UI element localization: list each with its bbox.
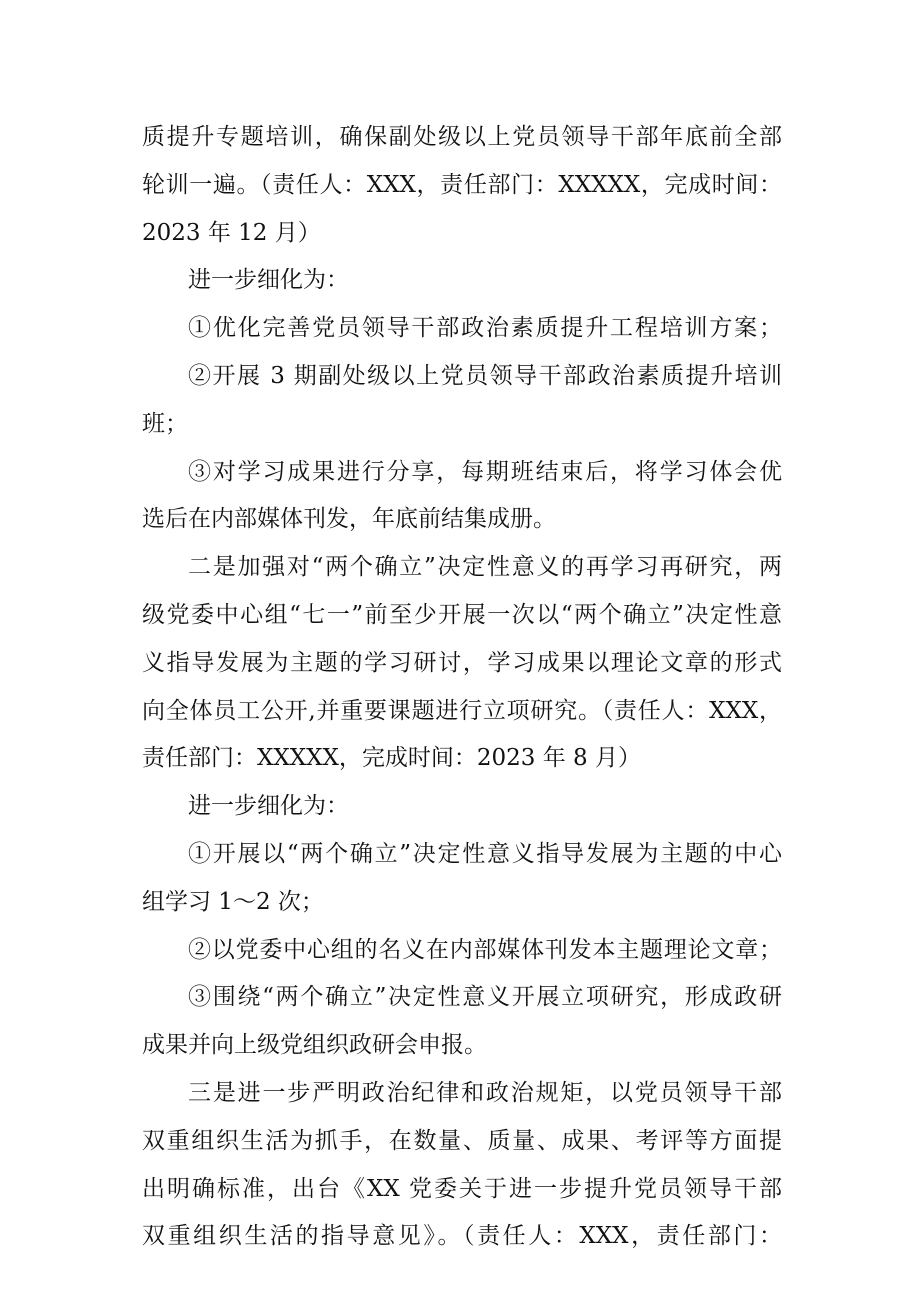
text-line: 进一步细化为： (188, 793, 349, 820)
text-line: 级党委中心组“七一”前至少开展一次以“两个确立”决定性意 (142, 601, 782, 628)
text-line: ③围绕“两个确立”决定性意义开展立项研究，形成政研 (188, 984, 782, 1011)
text-line: 向全体员工公开,并重要课题进行立项研究。（责任人：XXX， (142, 697, 782, 724)
text-line: 二是加强对“两个确立”决定性意义的再学习再研究，两 (188, 554, 782, 581)
text-line: 责任部门：XXXXX，完成时间：2023 年 8 月） (142, 745, 641, 772)
text-line: ③对学习成果进行分享，每期班结束后，将学习体会优 (188, 458, 782, 485)
text-line: 三是进一步严明政治纪律和政治规矩，以党员领导干部 (188, 1079, 782, 1106)
text-line: 出明确标准，出台《XX 党委关于进一步提升党员领导干部 (142, 1175, 782, 1202)
text-line: 双重组织生活的指导意见》。（责任人：XXX，责任部门： (142, 1223, 782, 1250)
text-line: ①优化完善党员领导干部政治素质提升工程培训方案； (188, 315, 782, 342)
text-line: 2023 年 12 月） (142, 219, 321, 246)
text-line: 轮训一遍。（责任人：XXX，责任部门：XXXXX，完成时间： (142, 171, 782, 198)
text-line: 义指导发展为主题的学习研讨，学习成果以理论文章的形式 (142, 649, 782, 676)
text-line: 选后在内部媒体刊发，年底前结集成册。 (142, 506, 556, 533)
text-line: ②开展 3 期副处级以上党员领导干部政治素质提升培训 (188, 362, 782, 389)
text-line: 双重组织生活为抓手，在数量、质量、成果、考评等方面提 (142, 1127, 782, 1154)
text-line: 质提升专题培训，确保副处级以上党员领导干部年底前全部 (142, 124, 782, 150)
text-line: ①开展以“两个确立”决定性意义指导发展为主题的中心 (188, 840, 782, 867)
text-line: 组学习 1～2 次； (142, 888, 324, 915)
text-line: 进一步细化为： (188, 267, 349, 294)
text-line: 班； (142, 410, 188, 437)
document-body (142, 114, 782, 1261)
text-line: 成果并向上级党组织政研会申报。 (142, 1032, 487, 1059)
text-line: ②以党委中心组的名义在内部媒体刊发本主题理论文章； (188, 936, 782, 963)
